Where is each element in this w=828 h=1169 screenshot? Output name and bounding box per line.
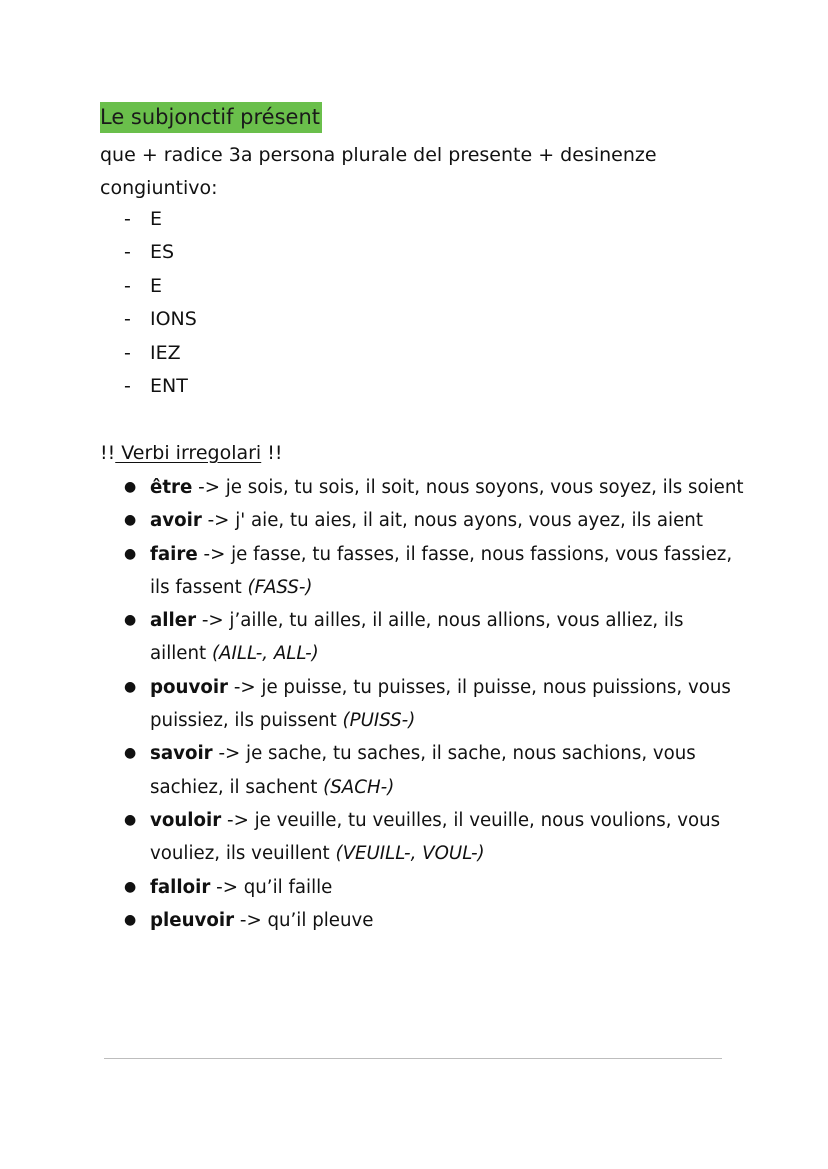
verb-forms: -> j’aille, tu ailles, il aille, nous allions, vous alliez, ils aillent bbox=[150, 610, 684, 665]
ending-label: ES bbox=[150, 241, 175, 264]
ending-label: IEZ bbox=[150, 341, 181, 364]
bullet-icon: ● bbox=[124, 678, 137, 695]
verb-forms: -> qu’il pleuve bbox=[234, 909, 374, 931]
ending-label: E bbox=[150, 208, 163, 230]
ending-label: IONS bbox=[150, 308, 197, 331]
ending-label: ENT bbox=[150, 375, 188, 398]
verb-item bbox=[124, 904, 744, 937]
ending-item bbox=[124, 303, 197, 336]
dash-marker: - bbox=[124, 274, 131, 297]
verb-item bbox=[124, 804, 744, 871]
verb-item bbox=[124, 504, 744, 537]
verb-item bbox=[124, 737, 744, 804]
verb-item bbox=[124, 871, 744, 904]
endings-list bbox=[124, 203, 197, 403]
bullet-icon: ● bbox=[124, 479, 137, 495]
ending-item bbox=[124, 370, 197, 403]
verb-forms: -> qu’il faille bbox=[210, 876, 333, 898]
verb-name: savoir bbox=[150, 743, 213, 765]
intro-line: congiuntivo: bbox=[100, 177, 218, 199]
verb-forms: -> j' aie, tu aies, il ait, nous ayons, vous ayez, ils aient bbox=[201, 510, 703, 532]
bullet-icon: ● bbox=[124, 911, 137, 928]
verb-item bbox=[124, 471, 744, 504]
intro-line: que + radice 3a persona plurale del presente + desinenze bbox=[100, 144, 657, 166]
ending-item bbox=[124, 337, 197, 370]
verb-forms: -> je puisse, tu puisses, il puisse, nous puissions, vous puissiez, ils puissent bbox=[150, 676, 731, 732]
verb-forms: -> je fasse, tu fasses, il fasse, nous fassions, vous fassiez, ils fassent bbox=[150, 543, 733, 598]
verb-item bbox=[124, 538, 744, 605]
bullet-icon: ● bbox=[124, 811, 137, 828]
ending-label: E bbox=[150, 274, 163, 297]
bullet-icon: ● bbox=[124, 612, 137, 629]
verb-name: avoir bbox=[150, 510, 202, 532]
verb-name: falloir bbox=[150, 876, 211, 898]
verb-forms: -> je sois, tu sois, il soit, nous soyons, vous soyez, ils soient bbox=[192, 477, 744, 498]
verb-name: être bbox=[150, 477, 193, 498]
heading-label: Verbi irregolari bbox=[115, 442, 262, 464]
bullet-icon: ● bbox=[124, 745, 137, 762]
dash-marker: - bbox=[124, 241, 131, 264]
verb-item bbox=[124, 671, 744, 738]
verb-name: pouvoir bbox=[150, 676, 229, 698]
irregular-verbs-heading bbox=[100, 437, 283, 470]
verb-name: vouloir bbox=[150, 809, 222, 831]
verb-name: aller bbox=[150, 610, 197, 632]
page-title: Le subjonctif présent bbox=[100, 102, 322, 133]
bullet-icon: ● bbox=[124, 512, 137, 529]
verb-stem: (FASS-) bbox=[247, 576, 313, 598]
horizontal-divider bbox=[104, 1058, 722, 1059]
verb-forms: -> je veuille, tu veuilles, il veuille, nous voulions, vous vouliez, ils veuillent bbox=[150, 809, 721, 865]
verb-stem: (PUISS-) bbox=[342, 710, 416, 732]
ending-item bbox=[124, 270, 197, 303]
intro-text bbox=[100, 139, 720, 205]
heading-suffix: !! bbox=[261, 442, 283, 464]
irregular-verbs-list bbox=[124, 471, 744, 937]
dash-marker: - bbox=[124, 208, 131, 230]
verb-name: faire bbox=[150, 543, 198, 565]
bullet-icon: ● bbox=[124, 545, 137, 562]
dash-marker: - bbox=[124, 375, 131, 398]
verb-stem: (VEUILL-, VOUL-) bbox=[335, 843, 485, 865]
verb-forms: -> je sache, tu saches, il sache, nous sachions, vous sachiez, il sachent bbox=[150, 743, 696, 798]
bullet-icon: ● bbox=[124, 878, 137, 895]
verb-item bbox=[124, 604, 744, 671]
verb-stem: (SACH-) bbox=[323, 776, 395, 798]
ending-item bbox=[124, 236, 197, 269]
dash-marker: - bbox=[124, 308, 131, 331]
dash-marker: - bbox=[124, 341, 131, 364]
verb-name: pleuvoir bbox=[150, 909, 235, 931]
heading-prefix: !! bbox=[100, 442, 116, 464]
verb-stem: (AILL-, ALL-) bbox=[211, 643, 319, 665]
ending-item bbox=[124, 203, 197, 236]
